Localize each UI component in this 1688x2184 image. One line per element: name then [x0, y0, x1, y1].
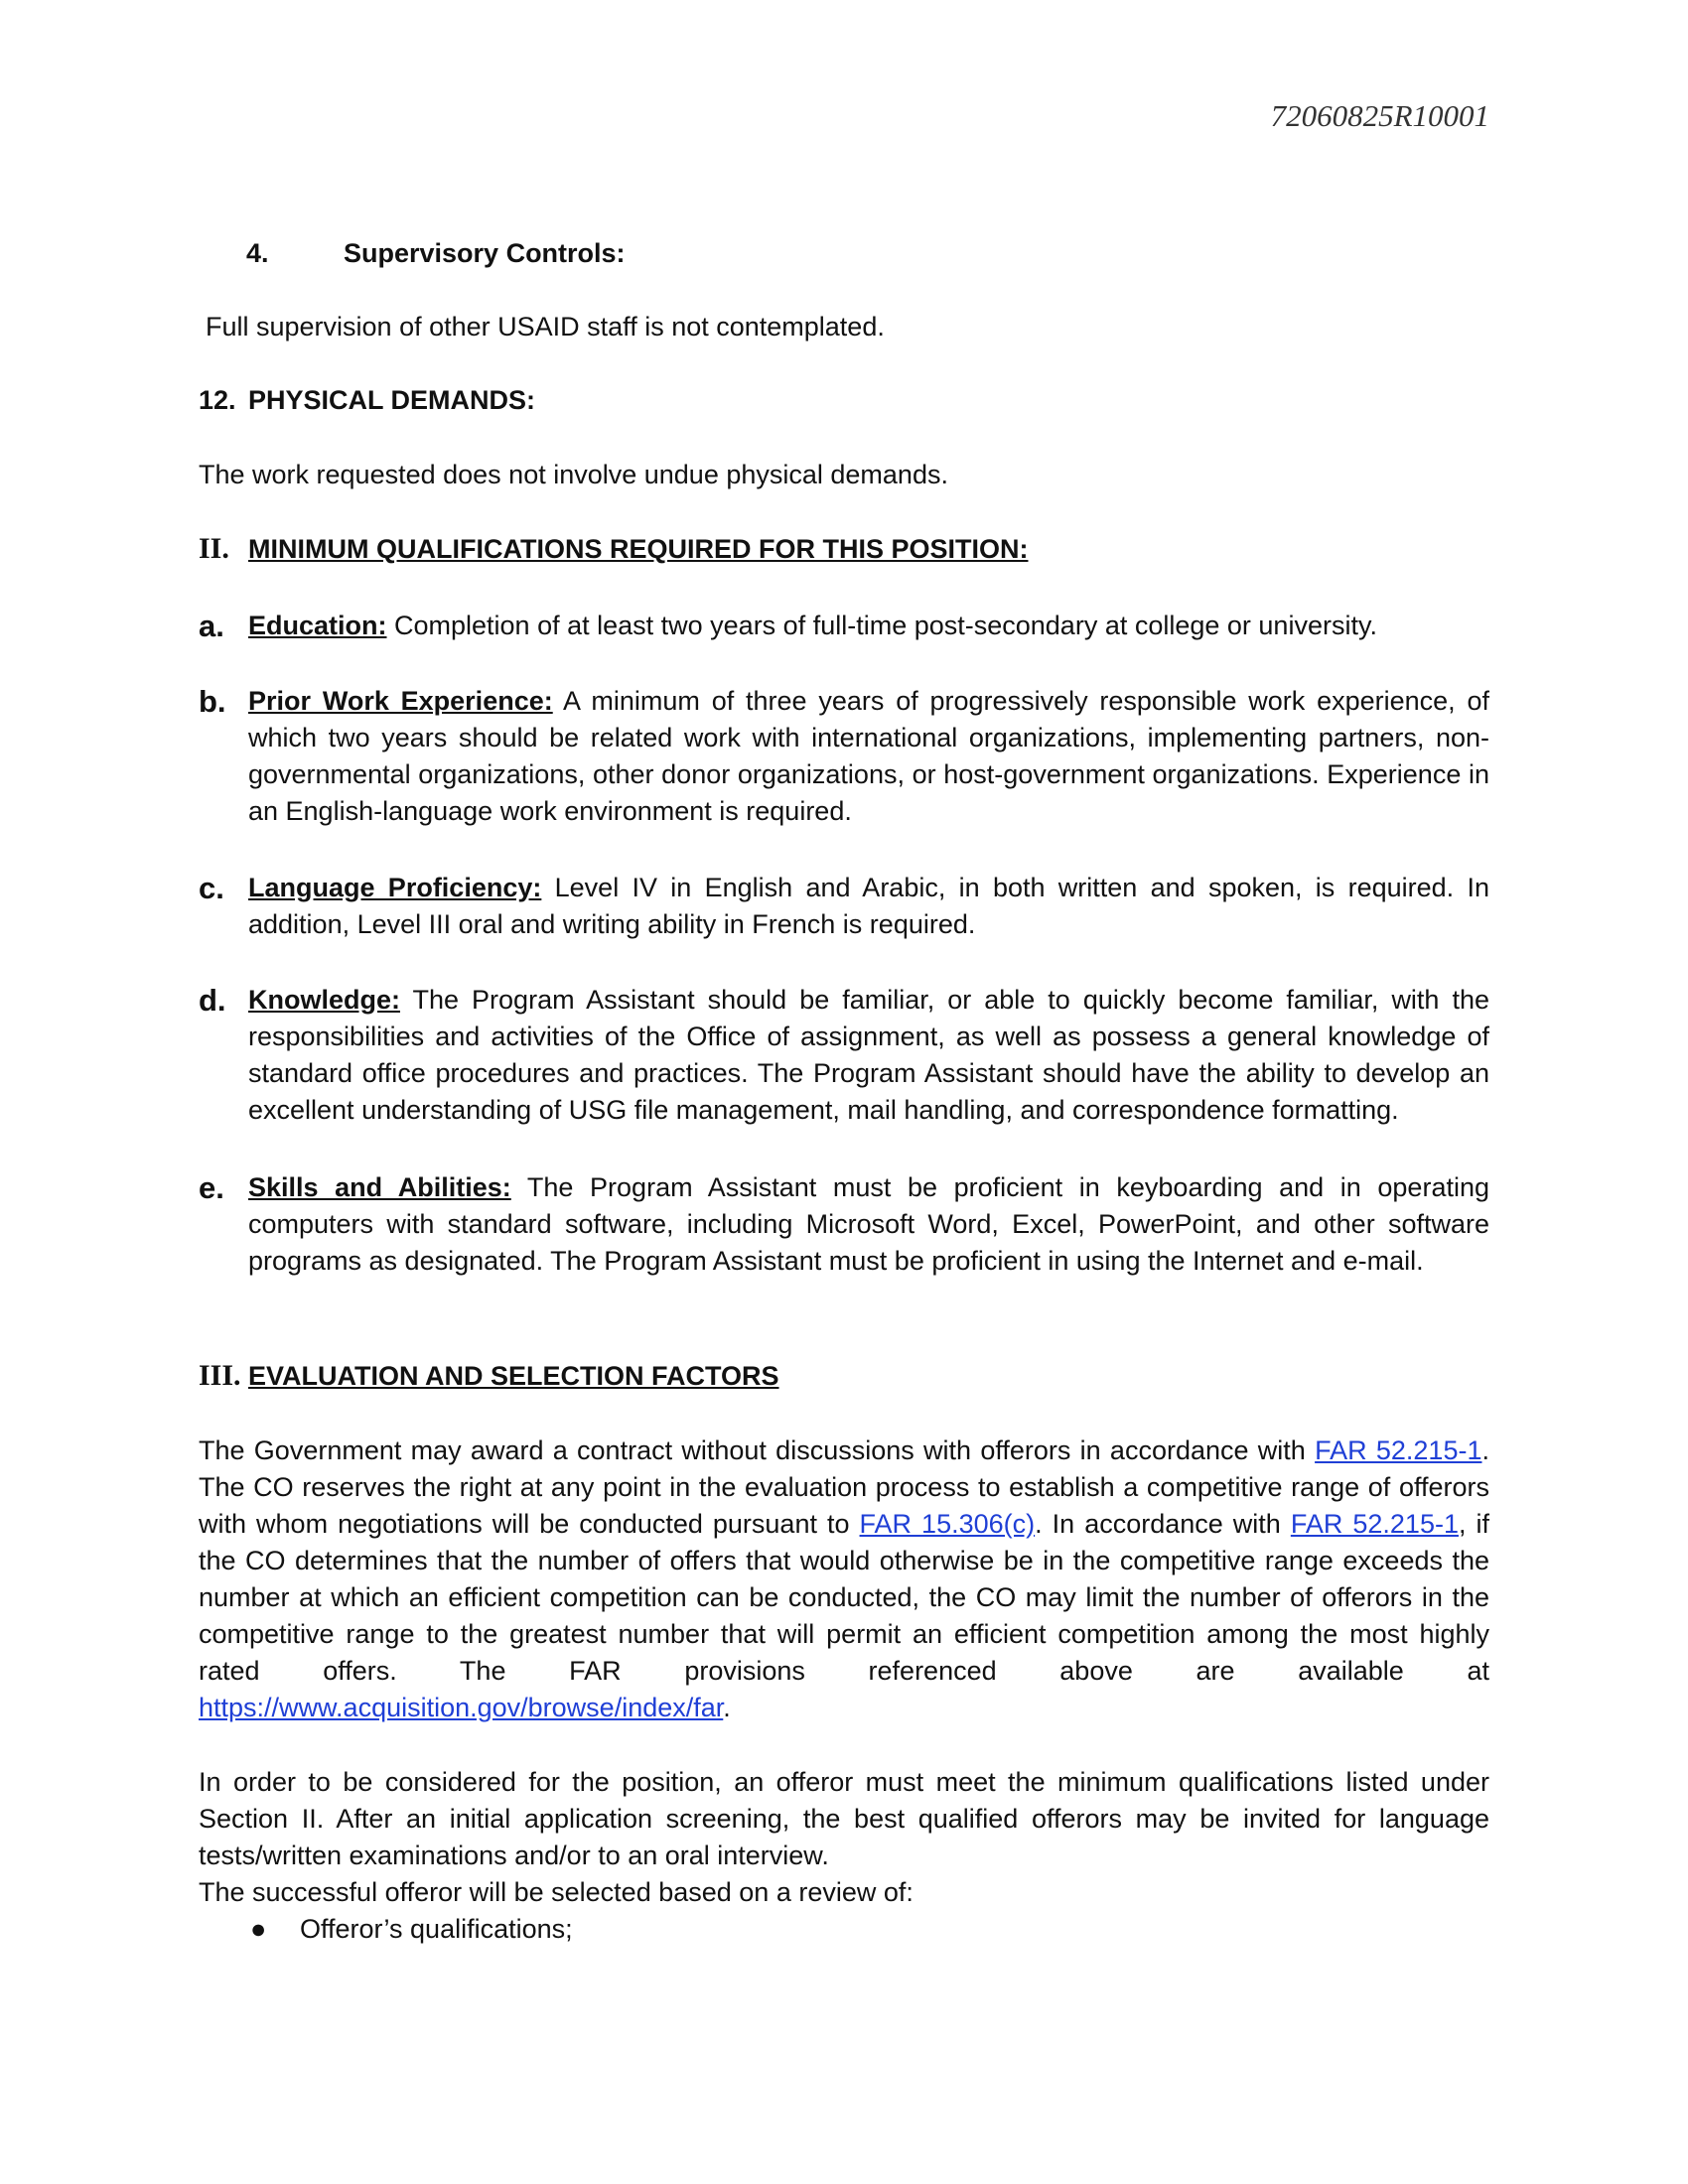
item-text: The Program Assistant should be familiar, or able to quickly become familiar, with the responsibilities and activities of the Office of assignment, as well as possess a general knowledge of standard office procedures and practices. The Program Assistant should have the ability to develop an excellent understanding of USG file management, mail handling, and correspondence formatting.: [248, 985, 1489, 1125]
acquisition-gov-link[interactable]: https://www.acquisition.gov/browse/index/far: [199, 1693, 724, 1722]
qualification-item-knowledge: [199, 982, 1489, 1129]
document-id: 72060825R10001: [1270, 98, 1489, 133]
far-52-215-1-link[interactable]: FAR 52.215-1: [1315, 1435, 1482, 1465]
item-letter: c.: [199, 871, 224, 905]
supervisory-heading: Supervisory Controls:: [344, 238, 626, 268]
item-letter: b.: [199, 684, 226, 719]
qualification-item-language: [199, 870, 1489, 943]
item-text: The Program Assistant must be proficient in keyboarding and in operating computers with standard software, including Microsoft Word, Excel, PowerPoint, and other software programs as designated. The Program Assistant must be proficient in using the Internet and e-mail.: [248, 1172, 1489, 1276]
paragraph-text: .: [723, 1693, 731, 1722]
item-text: A minimum of three years of progressively responsible work experience, of which two years should be related work with international organizations, implementing partners, non-governmental organizations, other donor organizations, or host-government organizations. Experience in an English-language work environment is required.: [248, 686, 1490, 826]
physical-demands-heading: PHYSICAL DEMANDS:: [248, 385, 536, 415]
far-52-215-1-link-2[interactable]: FAR 52.215-1: [1290, 1509, 1459, 1539]
bullet-text: Offeror’s qualifications;: [300, 1914, 573, 1944]
consideration-paragraph: In order to be considered for the position, an offeror must meet the minimum qualifications listed under Section II. After an initial application screening, the best qualified offerors may be invited for language tests/written examinations and/or to an oral interview.: [199, 1767, 1489, 1870]
qualification-item-education: [199, 608, 1489, 644]
item-label: Knowledge:: [248, 985, 400, 1015]
item-letter: e.: [199, 1170, 224, 1205]
evaluation-paragraph: [199, 1433, 1489, 1726]
item-label: Education:: [248, 611, 387, 640]
section-ii-number: II.: [199, 532, 229, 565]
section-iii-heading: EVALUATION AND SELECTION FACTORS: [248, 1361, 779, 1391]
far-15-306c-link[interactable]: FAR 15.306(c): [859, 1509, 1036, 1539]
qualification-item-skills: [199, 1169, 1489, 1280]
item-label: Prior Work Experience:: [248, 686, 553, 716]
bullet-icon: ●: [250, 1914, 267, 1944]
paragraph-text: , if the CO determines that the number of offers that would otherwise be in the competitive range exceeds the number at which an efficient competition can be conducted, the CO may limit the number of offerors in the competitive range to the greatest number that will permit an efficient competition among the most highly rated offers. The FAR provisions referenced above are available at: [199, 1509, 1489, 1686]
supervisory-text: Full supervision of other USAID staff is not contemplated.: [206, 312, 885, 341]
paragraph-text: The Government may award a contract without discussions with offerors in accordance with: [199, 1435, 1316, 1465]
section-ii-heading: MINIMUM QUALIFICATIONS REQUIRED FOR THIS POSITION:: [248, 534, 1029, 564]
paragraph-text: . The CO reserves the right at any point in the evaluation process to establish a competitive range of offerors with whom negotiations will be conducted pursuant to: [199, 1435, 1489, 1539]
item-label: Skills and Abilities:: [248, 1172, 511, 1202]
item-letter: a.: [199, 609, 224, 643]
item-text: Level IV in English and Arabic, in both written and spoken, is required. In addition, Level III oral and writing ability in French is required.: [248, 873, 1489, 939]
item-text: Completion of at least two years of full-time post-secondary at college or university.: [386, 611, 1377, 640]
physical-demands-number: 12.: [199, 385, 236, 415]
physical-demands-text: The work requested does not involve undue physical demands.: [199, 460, 948, 489]
item-letter: d.: [199, 983, 226, 1018]
item-label: Language Proficiency:: [248, 873, 542, 902]
supervisory-number: 4.: [246, 238, 269, 268]
qualification-item-work-experience: [199, 683, 1489, 830]
selection-basis-text: The successful offeror will be selected based on a review of:: [199, 1877, 914, 1907]
section-iii-number: III.: [199, 1359, 241, 1392]
paragraph-text: . In accordance with: [1035, 1509, 1291, 1539]
bullet-item-qualifications: [250, 1911, 573, 1948]
